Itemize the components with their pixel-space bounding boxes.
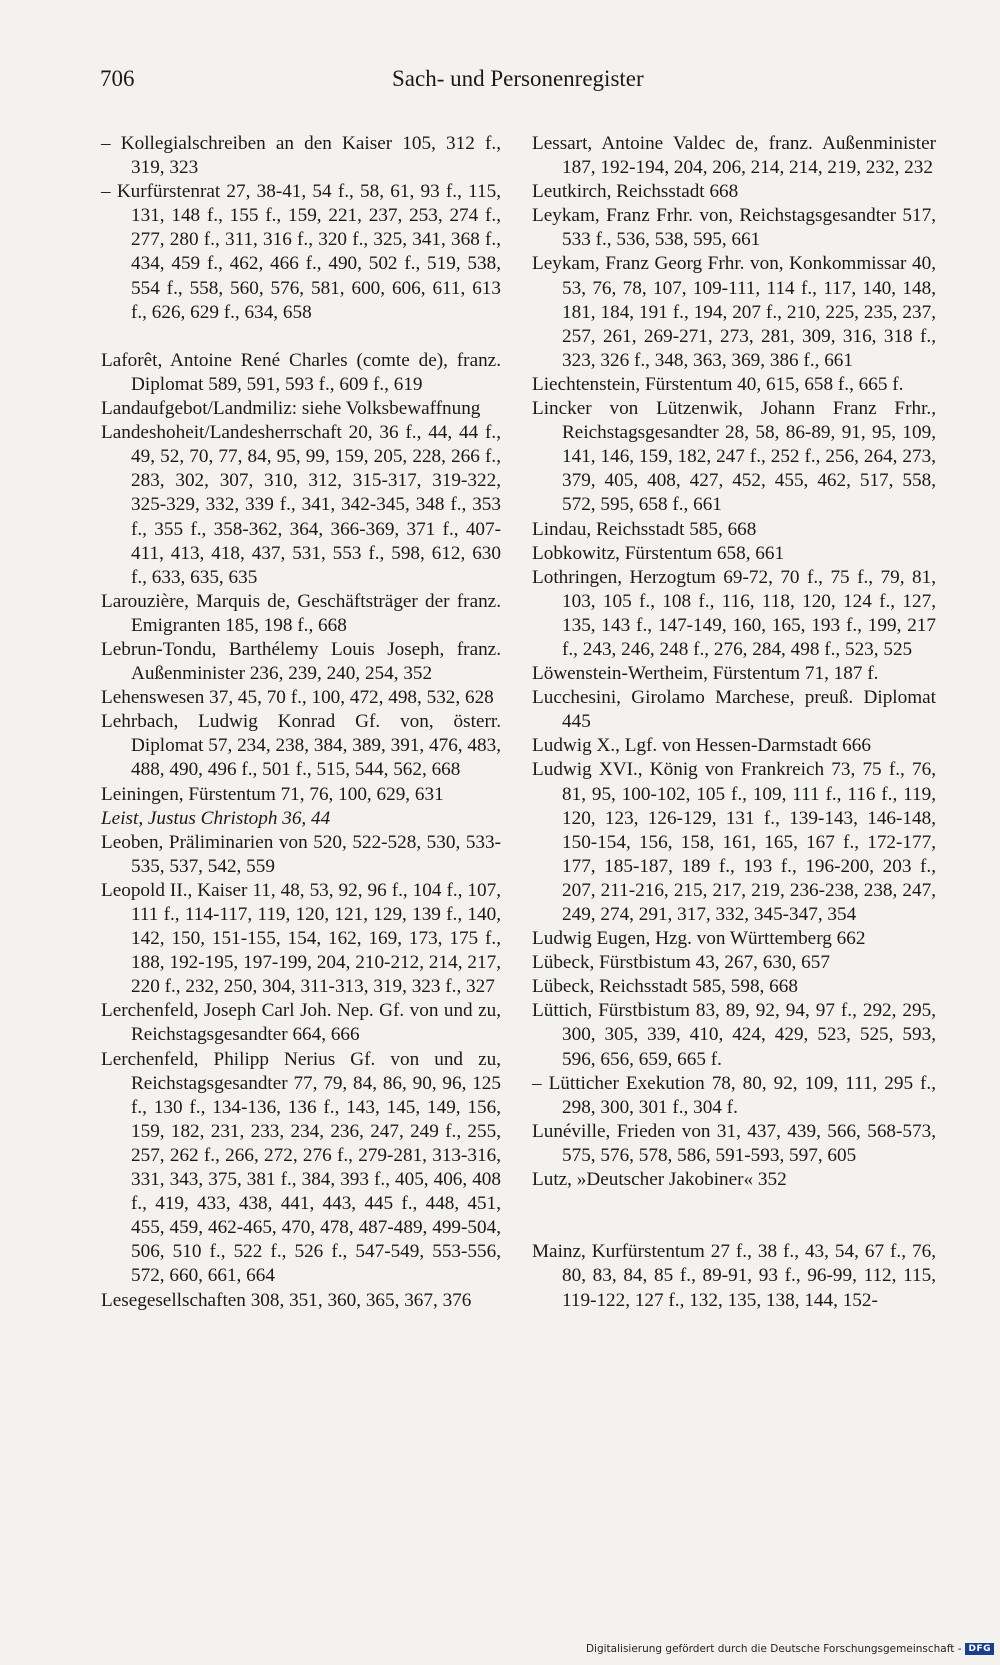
left-column [101, 132, 501, 1313]
digitization-footer [586, 1643, 994, 1655]
index-entry: Leiningen, Fürstentum 71, 76, 100, 629, 631 [101, 783, 444, 805]
index-entry: Ludwig Eugen, Hzg. von Württemberg 662 [532, 928, 866, 950]
index-entry: Landeshoheit/Landesherrschaft 20, 36 f., 44, 44 f., 49, 52, 70, 77, 84, 95, 99, 159, 205, 228, 266 f., 283, 302, 307, 310, 312, 315-317, 319-322, 325-329, 332, 339 f., 341, 342-345, 348 f., 353 f., 355 f., 358-362, 364, 366-369, 371 f., 407-411, 413, 418, 437, 531, 553 f., 598, 612, 630 f., 633, 635, 635 [101, 422, 501, 588]
index-entry: Laforêt, Antoine René Charles (comte de), franz. Diplomat 589, 591, 593 f., 609 f., 619 [101, 349, 501, 395]
index-entry: Leutkirch, Reichsstadt 668 [532, 181, 739, 203]
index-entry: Lucchesini, Girolamo Marchese, preuß. Diplomat 445 [532, 687, 936, 733]
index-entry: Liechtenstein, Fürstentum 40, 615, 658 f., 665 f. [532, 373, 904, 395]
index-entry: Lindau, Reichsstadt 585, 668 [532, 518, 757, 540]
index-entry: Lerchenfeld, Joseph Carl Joh. Nep. Gf. von und zu, Reichstagsgesandter 664, 666 [101, 1000, 501, 1046]
index-entry: Löwenstein-Wertheim, Fürstentum 71, 187 f. [532, 663, 879, 685]
index-entry: Lübeck, Reichsstadt 585, 598, 668 [532, 976, 798, 998]
index-entry: Lothringen, Herzogtum 69-72, 70 f., 75 f., 79, 81, 103, 105 f., 108 f., 116, 118, 120, 124 f., 127, 135, 143 f., 147-149, 160, 165, 193 f., 199, 217 f., 243, 246, 248 f., 276, 284, 498 f., 523, 525 [532, 566, 936, 660]
running-title: Sach- und Personenregister [392, 66, 644, 91]
index-entry: Leykam, Franz Georg Frhr. von, Konkommissar 40, 53, 76, 78, 107, 109-111, 114 f., 117, 140, 148, 181, 184, 191 f., 194, 207 f., 210, 225, 235, 237, 257, 261, 269-271, 273, 281, 309, 316, 318 f., 323, 326 f., 348, 363, 369, 386 f., 661 [532, 253, 936, 371]
index-entry: Lerchenfeld, Philipp Nerius Gf. von und zu, Reichstagsgesandter 77, 79, 84, 86, 90, 96, 125 f., 130 f., 134-136, 136 f., 143, 145, 149, 156, 159, 182, 231, 233, 234, 236, 247, 249 f., 255, 257, 262 f., 266, 272, 276 f., 279-281, 313-316, 331, 343, 375, 381 f., 384, 393 f., 405, 406, 408 f., 419, 433, 438, 441, 443, 445 f., 448, 451, 455, 459, 462-465, 470, 478, 487-489, 499-504, 506, 510 f., 522 f., 526 f., 547-549, 553-556, 572, 660, 661, 664 [101, 1048, 501, 1287]
footer-text: Digitalisierung gefördert durch die Deutsche Forschungsgemeinschaft - [585, 1643, 962, 1655]
index-entry: Leist, Justus Christoph 36, 44 [101, 807, 331, 829]
index-entry: Lübeck, Fürstbistum 43, 267, 630, 657 [532, 952, 830, 974]
index-entry: Landaufgebot/Landmiliz: siehe Volksbewaffnung [101, 398, 481, 420]
index-entry: Lessart, Antoine Valdec de, franz. Außenminister 187, 192-194, 204, 206, 214, 214, 219, 232, 232 [532, 133, 936, 179]
index-entry: Lebrun-Tondu, Barthélemy Louis Joseph, franz. Außenminister 236, 239, 240, 254, 352 [101, 638, 501, 685]
index-entry: Lesegesellschaften 308, 351, 360, 365, 367, 376 [101, 1289, 472, 1311]
index-entry: Leykam, Franz Frhr. von, Reichstagsgesandter 517, 533 f., 536, 538, 595, 661 [532, 205, 936, 251]
index-entry: Ludwig XVI., König von Frankreich 73, 75 f., 76, 81, 95, 100-102, 105 f., 109, 111 f., 116 f., 119, 120, 123, 126-129, 131 f., 139-143, 146-148, 150-154, 156, 158, 161, 165, 167 f., 172-177, 177, 185-187, 189 f., 193 f., 196-200, 203 f., 207, 211-216, 215, 217, 219, 236-238, 238, 247, 249, 274, 291, 317, 332, 345-347, 354 [532, 759, 936, 925]
index-entry: – Kollegialschreiben an den Kaiser 105, 312 f., 319, 323 [101, 133, 501, 179]
entry-gap [101, 325, 501, 349]
index-entry: Lehenswesen 37, 45, 70 f., 100, 472, 498, 532, 628 [101, 687, 494, 709]
index-entry: Lüttich, Fürstbistum 83, 89, 92, 94, 97 f., 292, 295, 300, 305, 339, 410, 424, 429, 523, 525, 593, 596, 656, 659, 665 f. [532, 1000, 936, 1070]
index-entry: Lobkowitz, Fürstentum 658, 661 [532, 542, 785, 564]
index-entry: Lutz, »Deutscher Jakobiner« 352 [532, 1169, 787, 1191]
dfg-logo-icon: DFG [965, 1643, 994, 1655]
entry-gap [532, 1192, 936, 1240]
index-entry: Ludwig X., Lgf. von Hessen-Darmstadt 666 [532, 735, 871, 757]
right-column [532, 132, 936, 1313]
index-entry: – Lütticher Exekution 78, 80, 92, 109, 111, 295 f., 298, 300, 301 f., 304 f. [532, 1072, 936, 1118]
page-number: 706 [100, 66, 135, 91]
index-entry: Mainz, Kurfürstentum 27 f., 38 f., 43, 54, 67 f., 76, 80, 83, 84, 85 f., 89-91, 93 f., 96-99, 112, 115, 119-122, 127 f., 132, 135, 138, 144, 152- [532, 1241, 936, 1311]
index-entry: Lehrbach, Ludwig Konrad Gf. von, österr. Diplomat 57, 234, 238, 384, 389, 391, 476, 483, 488, 490, 496 f., 501 f., 515, 544, 562, 668 [101, 711, 501, 781]
index-entry: Larouzière, Marquis de, Geschäftsträger der franz. Emigranten 185, 198 f., 668 [101, 590, 501, 636]
index-entry: – Kurfürstenrat 27, 38-41, 54 f., 58, 61, 93 f., 115, 131, 148 f., 155 f., 159, 221, 237, 253, 274 f., 277, 280 f., 311, 316 f., 320 f., 325, 341, 368 f., 434, 459 f., 462, 466 f., 490, 502 f., 519, 538, 554 f., 558, 560, 576, 581, 600, 606, 611, 613 f., 626, 629 f., 634, 658 [101, 181, 501, 323]
index-entry: Leoben, Präliminarien von 520, 522-528, 530, 533-535, 537, 542, 559 [101, 831, 501, 877]
index-entry: Lunéville, Frieden von 31, 437, 439, 566, 568-573, 575, 576, 578, 586, 591-593, 597, 605 [532, 1120, 936, 1166]
index-entry: Lincker von Lützenwik, Johann Franz Frhr., Reichstagsgesandter 28, 58, 86-89, 91, 95, 109, 141, 146, 159, 182, 247 f., 252 f., 256, 264, 273, 379, 405, 408, 427, 452, 455, 462, 517, 558, 572, 595, 658 f., 661 [532, 398, 936, 516]
index-entry: Leopold II., Kaiser 11, 48, 53, 92, 96 f., 104 f., 107, 111 f., 114-117, 119, 120, 121, 129, 139 f., 140, 142, 150, 151-155, 154, 162, 169, 173, 175 f., 188, 192-195, 197-199, 204, 210-212, 214, 217, 220 f., 232, 250, 304, 311-313, 319, 323 f., 327 [101, 879, 501, 998]
